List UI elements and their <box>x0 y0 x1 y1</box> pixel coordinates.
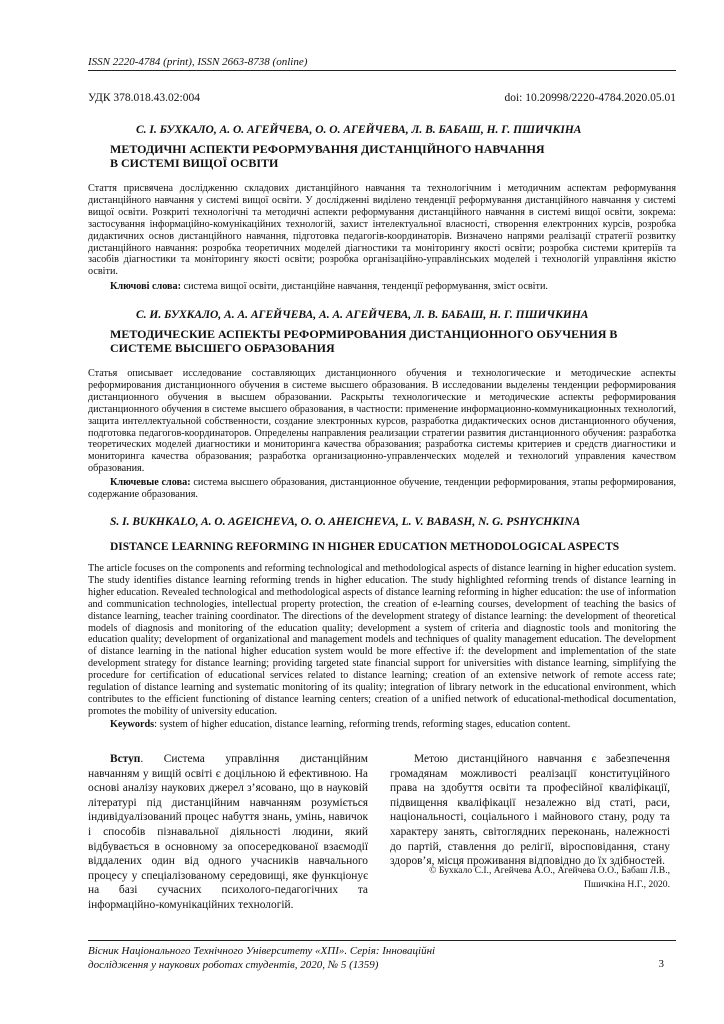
journal-issn: ISSN 2220-4784 (print), ISSN 2663-8738 (online) <box>88 56 308 68</box>
rus-keywords-label: Ключевые слова: <box>110 477 191 488</box>
journal-footer <box>88 944 435 972</box>
ukr-title-line2: В СИСТЕМІ ВИЩОЇ ОСВІТИ <box>110 156 279 170</box>
udk-code: УДК 378.018.43.02:004 <box>88 92 200 104</box>
ukr-abstract: Стаття присвячена дослідженню складових дистанційного навчання та технологічним і методичним аспектам реформування дистанційного навчання у системі вищої освіти. У дослідженні виділено тенденції реформування дистанційного навчання у системі вищої освіти. Розкриті технологічні та методичні аспекти реформування дистанційного навчання в системі вищої освіти, зокрема: застосування інформаційно-комунікаційних технологій, захист інтелектуальної власності, створення електронних курсів, розробка дидактичних основ дистанційного навчання, підготовка педагогів-координаторів. Визначено напрями реалізації стратегії розвитку дистанційного навчання: розробка теоретичних моделей діагностики та моніторингу якості освіти; розробка системи критеріїв та засобів діагностики та моніторингу якості освіти; розробка організаційно-управлінських моделей і технологій управління якістю освіти. <box>88 183 676 278</box>
ukr-title <box>110 142 545 170</box>
doi-link[interactable]: doi: 10.20998/2220-4784.2020.05.01 <box>504 92 676 104</box>
eng-title <box>110 540 619 554</box>
rus-title <box>110 327 617 355</box>
ukr-keywords <box>110 281 548 293</box>
rus-title-line1: МЕТОДИЧЕСКИЕ АСПЕКТЫ РЕФОРМИРОВАНИЯ ДИСТАНЦИОННОГО ОБУЧЕНИЯ В <box>110 327 618 341</box>
intro-column <box>88 752 368 913</box>
ukr-authors: С. І. БУХКАЛО, А. О. АГЕЙЧЕВА, О. О. АГЕЙЧЕВА, Л. В. БАБАШ, Н. Г. ПШИЧКІНА <box>136 124 582 136</box>
intro-text: . Система управління дистанційним навчанням у вищій освіті є доцільною й ефективною. На основі аналізу наукових джерел з’ясовано, що в науковій літературі під дистанційним навчанням розуміється індивідуалізований процес набуття знань, умінь, навичок і способів пізнавальної діяльності людини, який відбувається в основному за опосередкованої взаємодії віддалених один від одного учасників навчального процесу у спеціалізованому середовищі, яке функціонує на базі сучасних психолого-педагогічних та інформаційно-комунікаційних технологій. <box>88 753 368 911</box>
journal-footer-line2: дослідження у наукових роботах студентів, 2020, № 5 (1359) <box>88 959 379 971</box>
rus-keywords-text: система высшего образования, дистанционное обучение, тенденции реформирования, этапы реформирования, содержание образования. <box>88 477 677 500</box>
eng-title-line: DISTANCE LEARNING REFORMING IN HIGHER EDUCATION METHODOLOGICAL ASPECTS <box>110 541 620 553</box>
copyright-note <box>429 864 670 892</box>
ukr-keywords-text: система вищої освіти, дистанційне навчання, тенденції реформування, зміст освіти. <box>181 281 548 292</box>
intro-label: Вступ <box>110 753 141 765</box>
header-divider <box>88 70 676 71</box>
eng-abstract: The article focuses on the components and reforming technological and methodological aspects of distance learning in higher education system. The study identifies distance learning reforming trends in higher education. The study highlighted reforming trends of distance learning in higher education. Revealed technological and methodological aspects of distance learning reforming in higher education: the use of information and communication technologies, intellectual property protection, the creation of e-learning courses, development of teaching the basics of distance learning, teacher training coordinator. The directions of the development strategy of distance learning: the development of theoretical models of diagnosis and monitoring of the education quality; development a system of criteria and diagnostic tools and monitoring the education quality; development of organizational and management models and techniques of quality management education. The development of distance learning in the national higher education system would be more effective if: the development and implementation of the state development strategy for distance learning; providing targeted state financial support for universities with distance learning, simplifying the procedure for certification of educational services related to distance learning; creation of an extensive network of remote access rate; regulation of distance learning and systematic monitoring of its quality; integration of library network in the educational environment, which contributes to the efficient functioning of distance learning centers; creation of a unified network of educational-methodical documentation, promotes the mobility of university education. <box>88 563 676 717</box>
rus-authors: С. И. БУХКАЛО, А. А. АГЕЙЧЕВА, А. А. АГЕЙЧЕВА, Л. В. БАБАШ, Н. Г. ПШИЧКИНА <box>136 309 589 321</box>
footer-divider <box>88 940 676 941</box>
eng-authors: S. I. BUKHKALO, A. O. AGEICHEVA, O. O. AHEICHEVA, L. V. BABASH, N. G. PSHYCHKINA <box>110 516 581 528</box>
copyright-line1: © Бухкало С.І., Агейчева А.О., Агейчева О.О., Бабаш Л.В., <box>429 865 670 876</box>
eng-keywords-label: Keywords <box>110 719 155 730</box>
goal-column: Метою дистанційного навчання є забезпечення громадянам можливості реалізації конституційного права на здобуття освіти та професійної кваліфікації, підвищення кваліфікації незалежно від статі, раси, національності, соціального і майнового стану, роду та характеру занять, світоглядних переконань, належності до партій, ставлення до релігії, віросповідання, стану здоров’я, місця проживання відповідно до їх здібностей. <box>390 753 670 868</box>
rus-title-line2: СИСТЕМЕ ВЫСШЕГО ОБРАЗОВАНИЯ <box>110 341 335 355</box>
eng-keywords-text: : system of higher education, distance learning, reforming trends, reforming stages, education content. <box>154 719 571 730</box>
ukr-keywords-label: Ключові слова: <box>110 281 182 292</box>
rus-abstract: Статья описывает исследование составляющих дистанционного обучения и технологические и методические аспекты реформирования дистанционного обучения в системе высшего образования. В исследовании выделены тенденции реформирования дистанционного обучения в высшем образовании. Раскрыты технологические и методические аспекты реформирования дистанционного обучения в системе высшего образования, в частности: применение информационно-коммуникационных технологий, защита интеллектуальной собственности, создание электронных курсов, разработка дидактических основ дистанционного обучения, подготовка педагогов-координаторов. Определены направления реализации стратегии развития дистанционного обучения: разработка теоретических моделей диагностики и мониторинга качества образования; разработка системы критериев и средств диагностики и мониторинга качества образования; разработка организационно-управленческих моделей и технологий управления качеством образования. <box>88 368 676 475</box>
copyright-line2: Пшичкіна Н.Г., 2020. <box>584 879 670 890</box>
ukr-title-line1: МЕТОДИЧНІ АСПЕКТИ РЕФОРМУВАННЯ ДИСТАНЦІЙНОГО НАВЧАННЯ <box>110 142 545 156</box>
rus-keywords <box>88 477 676 501</box>
journal-footer-line1: Вісник Національного Технічного Університету «ХПІ». Серія: Інноваційні <box>88 945 436 957</box>
eng-keywords <box>110 719 570 731</box>
page-number: 3 <box>658 958 664 970</box>
